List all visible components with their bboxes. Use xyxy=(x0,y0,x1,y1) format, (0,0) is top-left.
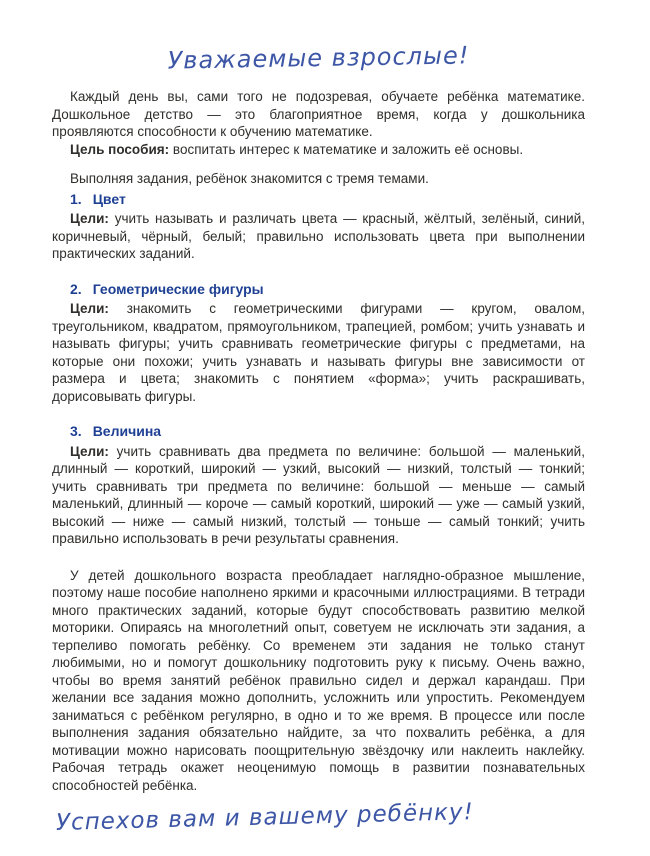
handwritten-greeting: Уважаемые взрослые! xyxy=(167,41,470,75)
spacer xyxy=(52,405,585,420)
section-shapes xyxy=(52,281,585,406)
spacer xyxy=(52,263,585,278)
section-goals xyxy=(52,210,585,263)
goals-text: учить сравнивать два предмета по величине: большой — маленький, длинный — короткий, широкий — узкий, высокий — низкий, толстый — тонкий; учить сравнивать три предмета по величине: большой — меньше — самый маленький, длинный — короче — самый короткий, широкий — уже — самый узкий, высокий — ниже — самый низкий, толстый — тоньше — самый тонкий; учить правильно использовать в речи результаты сравнения. xyxy=(52,443,585,546)
section-goals xyxy=(52,443,585,548)
section-number: 1. xyxy=(70,190,82,207)
themes-intro: Выполняя задания, ребёнок знакомится с тремя темами. xyxy=(70,171,429,186)
spacer xyxy=(52,158,585,170)
goals-text: знакомить с геометрическими фигурами — кругом, овалом, треугольником, квадратом, прямоугольником, трапецией, ромбом; учить узнавать и называть фигуры; учить сравнивать геометрические фигуры с предметами, на которые они похожи; учить узнавать и называть фигуры вне зависимости от размера и цвета; знакомить с понятием «форма»; учить раскрашивать, дорисовывать фигуры. xyxy=(52,301,585,404)
section-title: Геометрические фигуры xyxy=(92,280,264,297)
purpose-label: Цель пособия: xyxy=(70,141,170,157)
goals-text: учить называть и различать цвета — красный, жёлтый, зелёный, синий, коричневый, чёрный, белый; правильно использовать цвета при выполнении практических заданий. xyxy=(52,211,585,261)
section-color xyxy=(52,191,585,263)
handwritten-farewell: Успехов вам и вашему ребёнку! xyxy=(55,799,475,836)
goals-label: Цели: xyxy=(70,443,109,459)
spacer xyxy=(52,548,585,567)
goals-label: Цели: xyxy=(70,301,109,316)
section-number: 2. xyxy=(70,280,82,297)
section-heading xyxy=(70,423,585,441)
section-size xyxy=(52,423,585,548)
section-title: Цвет xyxy=(92,190,126,207)
section-title: Величина xyxy=(92,423,162,439)
intro-paragraph: Каждый день вы, сами того не подозревая, обучаете ребёнка математике. Дошкольное детство — это благоприятное время, когда у дошкольника проявляются способности к обучению математике. xyxy=(52,89,585,139)
conclusion-paragraph: У детей дошкольного возраста преобладает наглядно-образное мышление, поэтому наше пособие наполнено яркими и красочными иллюстрациями. В тетради много практических заданий, которые будут способствовать развитию мелкой моторики. Опираясь на многолетний опыт, советуем не исключать эти задания, а терпеливо помогать ребёнку. Со временем эти задания не только станут любимыми, но и помогут дошкольнику подготовить руку к письму. Очень важно, чтобы во время занятий ребёнок правильно сидел и держал карандаш. При желании все задания можно дополнить, усложнить или упростить. Рекомендуем заниматься с ребёнком регулярно, в одно и то же время. В процессе или после выполнения задания обязательно найдите, за что похвалить ребёнка, а для мотивации можно нарисовать поощрительную звёздочку или наклеить наклейку. Рабочая тетрадь окажет неоценимую помощь в развитии познавательных способностей ребёнка. xyxy=(52,567,585,793)
purpose-text: воспитать интерес к математике и заложить её основы. xyxy=(172,141,524,157)
purpose-paragraph xyxy=(52,141,585,159)
section-goals xyxy=(52,300,585,405)
goals-label: Цели: xyxy=(70,211,109,226)
section-heading xyxy=(70,191,585,209)
section-number: 3. xyxy=(70,423,82,439)
section-heading xyxy=(70,281,585,299)
